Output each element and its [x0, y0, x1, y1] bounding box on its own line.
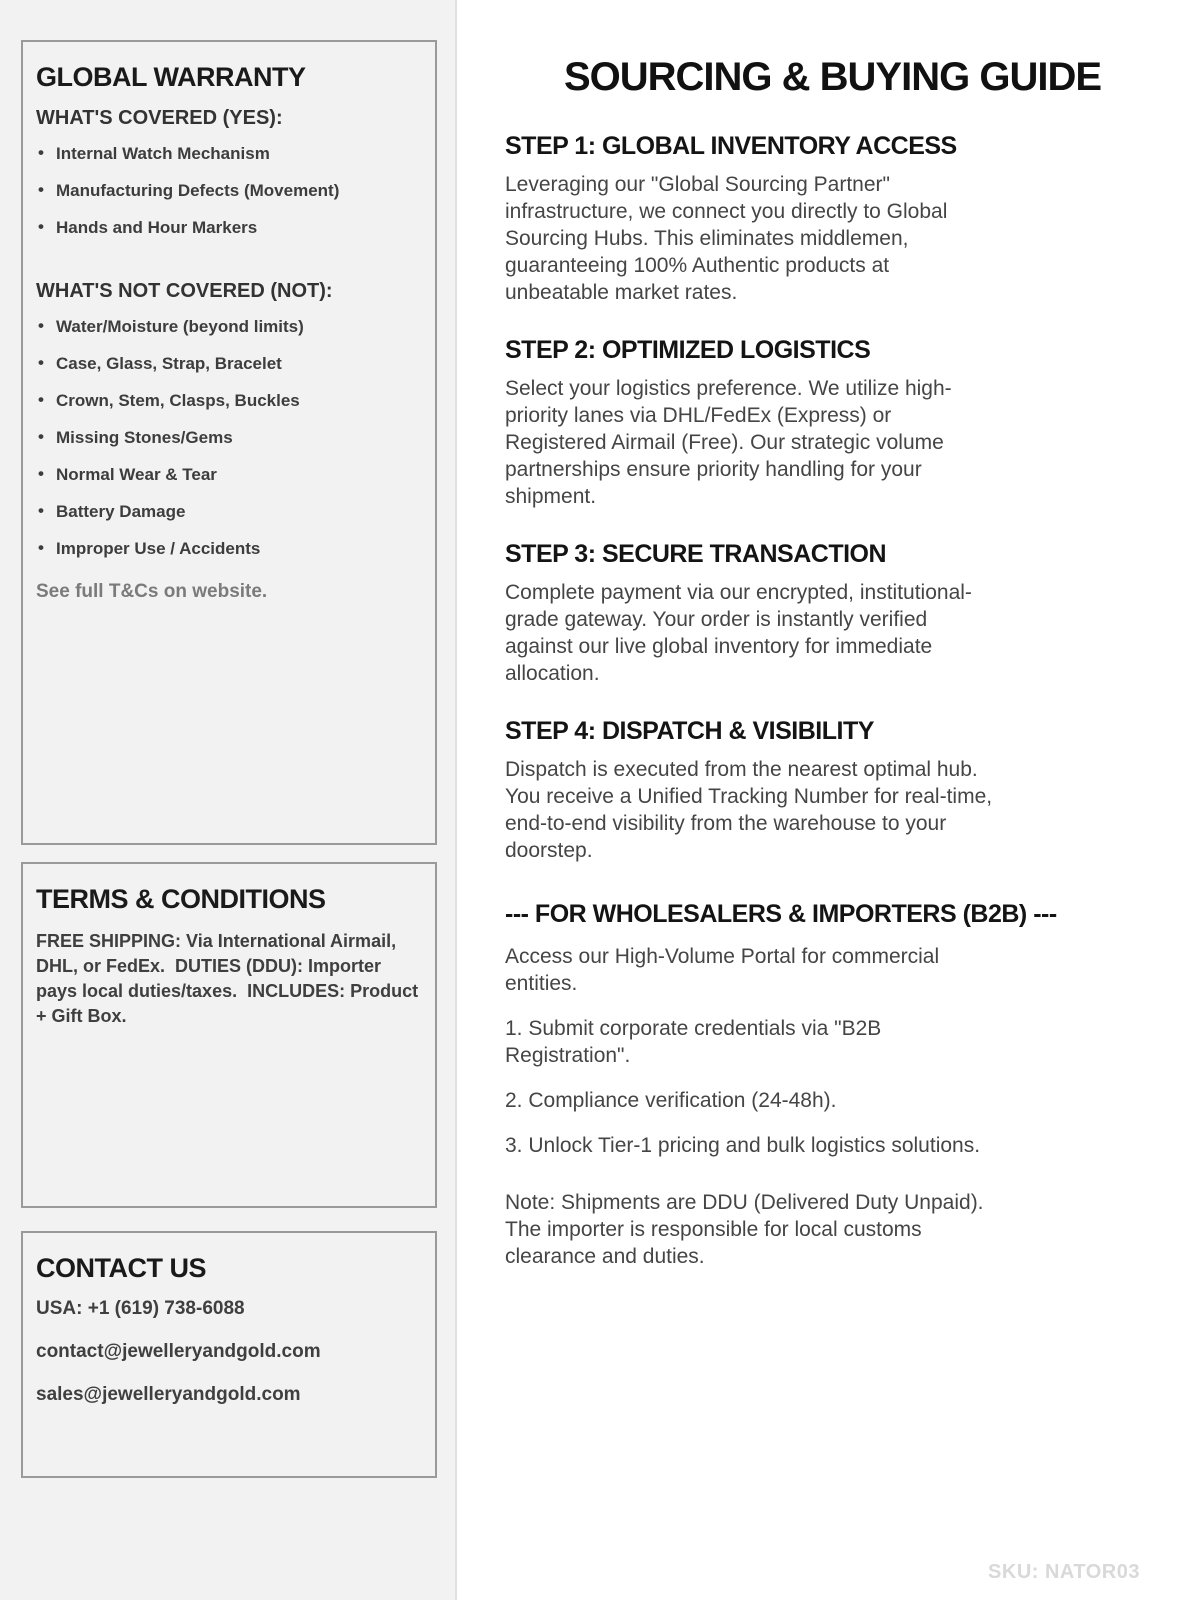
warranty-covered-heading: WHAT'S COVERED (YES):	[36, 107, 283, 129]
warranty-title: GLOBAL WARRANTY	[36, 62, 306, 92]
list-item: • Water/Moisture (beyond limits)	[36, 317, 421, 337]
warranty-box	[21, 40, 437, 845]
b2b-step: 3. Unlock Tier-1 pricing and bulk logistics solutions.	[505, 1134, 981, 1157]
b2b-intro: Access our High-Volume Portal for commercial entities.	[505, 945, 940, 995]
b2b-step: 2. Compliance verification (24-48h).	[505, 1089, 837, 1112]
contact-title: CONTACT US	[36, 1253, 206, 1283]
warranty-footnote: See full T&Cs on website.	[36, 581, 268, 602]
step-section	[505, 132, 1160, 306]
b2b-steps	[505, 1015, 1160, 1159]
contact-box	[21, 1231, 437, 1478]
step-body: Leveraging our "Global Sourcing Partner" infrastructure, we connect you directly to Global Sourcing Hubs. This eliminates middlemen, guaranteeing 100% Authentic products at unbeatable market rates.	[505, 173, 948, 304]
sidebar	[0, 0, 457, 1600]
contact-email-sales: sales@jewelleryandgold.com	[36, 1384, 301, 1405]
contact-phone: USA: +1 (619) 738-6088	[36, 1298, 245, 1319]
page-title: SOURCING & BUYING GUIDE	[563, 55, 1102, 99]
list-item: • Hands and Hour Markers	[36, 218, 421, 238]
list-item: • Internal Watch Mechanism	[36, 144, 421, 164]
step-section	[505, 336, 1160, 510]
step-heading: STEP 1: GLOBAL INVENTORY ACCESS	[505, 132, 957, 160]
b2b-step: 1. Submit corporate credentials via "B2B Registration".	[505, 1017, 882, 1067]
b2b-note: Note: Shipments are DDU (Delivered Duty Unpaid). The importer is responsible for local customs clearance and duties.	[505, 1191, 984, 1268]
b2b-heading: --- FOR WHOLESALERS & IMPORTERS (B2B) ---	[505, 900, 1057, 928]
step-section	[505, 540, 1160, 687]
list-item: • Improper Use / Accidents	[36, 539, 421, 559]
step-heading: STEP 3: SECURE TRANSACTION	[505, 540, 887, 568]
list-item: • Crown, Stem, Clasps, Buckles	[36, 391, 421, 411]
steps-sections	[505, 132, 1160, 864]
warranty-covered-list	[36, 144, 421, 238]
contact-email-primary: contact@jewelleryandgold.com	[36, 1341, 321, 1362]
step-section	[505, 717, 1160, 864]
step-heading: STEP 2: OPTIMIZED LOGISTICS	[505, 336, 871, 364]
warranty-not-covered-list	[36, 317, 421, 559]
step-heading: STEP 4: DISPATCH & VISIBILITY	[505, 717, 874, 745]
sku-label: SKU: NATOR03	[988, 1561, 1140, 1583]
main-content	[457, 0, 1200, 1600]
step-body: Select your logistics preference. We utilize high-priority lanes via DHL/FedEx (Express) or Registered Airmail (Free). Our strategic volume partnerships ensure priority handling for your shipment.	[505, 377, 952, 508]
list-item: • Case, Glass, Strap, Bracelet	[36, 354, 421, 374]
terms-box	[21, 862, 437, 1208]
list-item: • Normal Wear & Tear	[36, 465, 421, 485]
list-item: • Battery Damage	[36, 502, 421, 522]
warranty-not-covered-heading: WHAT'S NOT COVERED (NOT):	[36, 280, 333, 302]
list-item: • Missing Stones/Gems	[36, 428, 421, 448]
list-item: • Manufacturing Defects (Movement)	[36, 181, 421, 201]
terms-body: FREE SHIPPING: Via International Airmail, DHL, or FedEx. DUTIES (DDU): Importer pays local duties/taxes. INCLUDES: Product + Gift Box.	[36, 931, 424, 1026]
step-body: Dispatch is executed from the nearest optimal hub. You receive a Unified Tracking Number for real-time, end-to-end visibility from the warehouse to your doorstep.	[505, 758, 993, 862]
step-body: Complete payment via our encrypted, institutional-grade gateway. Your order is instantly verified against our live global inventory for immediate allocation.	[505, 581, 972, 685]
terms-title: TERMS & CONDITIONS	[36, 884, 326, 914]
